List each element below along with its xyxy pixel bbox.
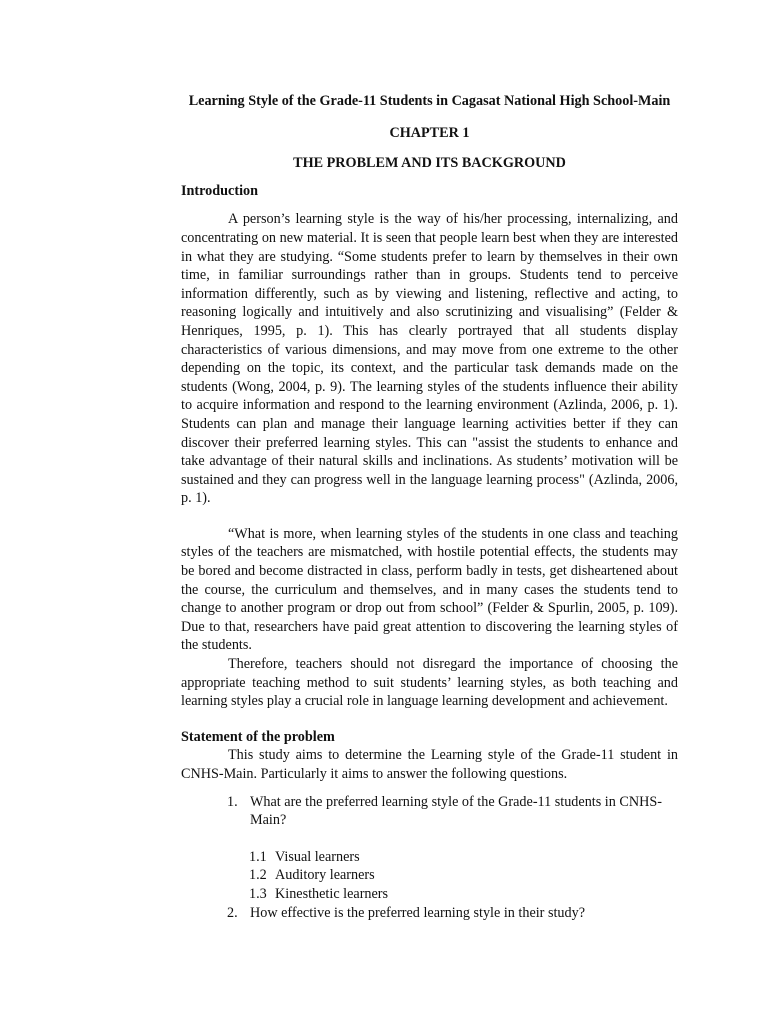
question-number: 1.: [227, 793, 238, 810]
introduction-heading: Introduction: [181, 182, 258, 199]
chapter-title: THE PROBLEM AND ITS BACKGROUND: [293, 155, 566, 172]
sub-item-kinesthetic: [181, 885, 678, 904]
learning-style-sublist: [181, 848, 678, 904]
introduction-paragraph-2: “What is more, when learning styles of the students in one class and teaching styles of the teachers are mismatched, with hostile potential effects, the students may be bored and become distracted in class, perform badly in tests, get disheartened about the course, the curriculum and themselves, and in many cases the students tend to change to another program or drop out from school” (Felder & Spurlin, 2005, p. 109). Due to that, researchers have paid great attention to discovering the learning styles of the students.: [181, 525, 678, 654]
research-question-2: [181, 904, 678, 923]
sub-item-number: 1.3: [249, 885, 267, 902]
introduction-paragraph-1: A person’s learning style is the way of his/her processing, internalizing, and concentrating on new material. It is seen that people learn best when they are interested in what they are studying. “Some students prefer to learn by themselves in their own time, in familiar surroundings rather than in groups. Students tend to perceive information differently, such as by viewing and listening, reflective and acting, to reasoning logically and intuitively and also scrutinizing and visualising” (Felder & Henriques, 1995, p. 1). This has clearly portrayed that all students display characteristics of various dimensions, and may move from one extreme to the other depending on the topic, its context, and the particular task demands made on the students (Wong, 2004, p. 9). The learning styles of the students influence their ability to acquire information and respond to the learning environment (Azlinda, 2006, p. 1). Students can plan and manage their language learning activities better if they can discover their preferred learning styles. This can "assist the students to enhance and take advantage of their natural skills and inclinations. As students’ motivation will be sustained and they can progress well in the language learning process" (Azlinda, 2006, p. 1).: [181, 211, 678, 507]
sub-item-text: Visual learners: [275, 848, 360, 865]
statement-heading: Statement of the problem: [181, 728, 335, 745]
introduction-paragraph-3: Therefore, teachers should not disregard the importance of choosing the appropriate teaching method to suit students’ learning styles, as both teaching and learning styles play a crucial role in language learning development and achievement.: [181, 656, 678, 710]
sub-item-number: 1.2: [249, 867, 267, 884]
sub-item-text: Kinesthetic learners: [275, 885, 389, 902]
sub-item-number: 1.1: [249, 848, 267, 865]
statement-paragraph: This study aims to determine the Learning style of the Grade-11 student in CNHS-Main. Particularly it aims to answer the following questions.: [181, 747, 678, 782]
document-body: [181, 92, 678, 922]
document-title: Learning Style of the Grade-11 Students in Cagasat National High School-Main: [188, 93, 671, 109]
question-number: 2.: [227, 904, 238, 921]
research-questions-list: [181, 793, 678, 923]
sub-item-text: Auditory learners: [275, 867, 375, 884]
sub-item-visual: [181, 848, 678, 867]
question-text: How effective is the preferred learning style in their study?: [250, 904, 585, 921]
sub-item-auditory: [181, 866, 678, 885]
question-text: What are the preferred learning style of the Grade-11 students in CNHS-Main?: [250, 793, 662, 829]
chapter-number: CHAPTER 1: [389, 124, 470, 141]
research-question-1: [181, 793, 678, 904]
